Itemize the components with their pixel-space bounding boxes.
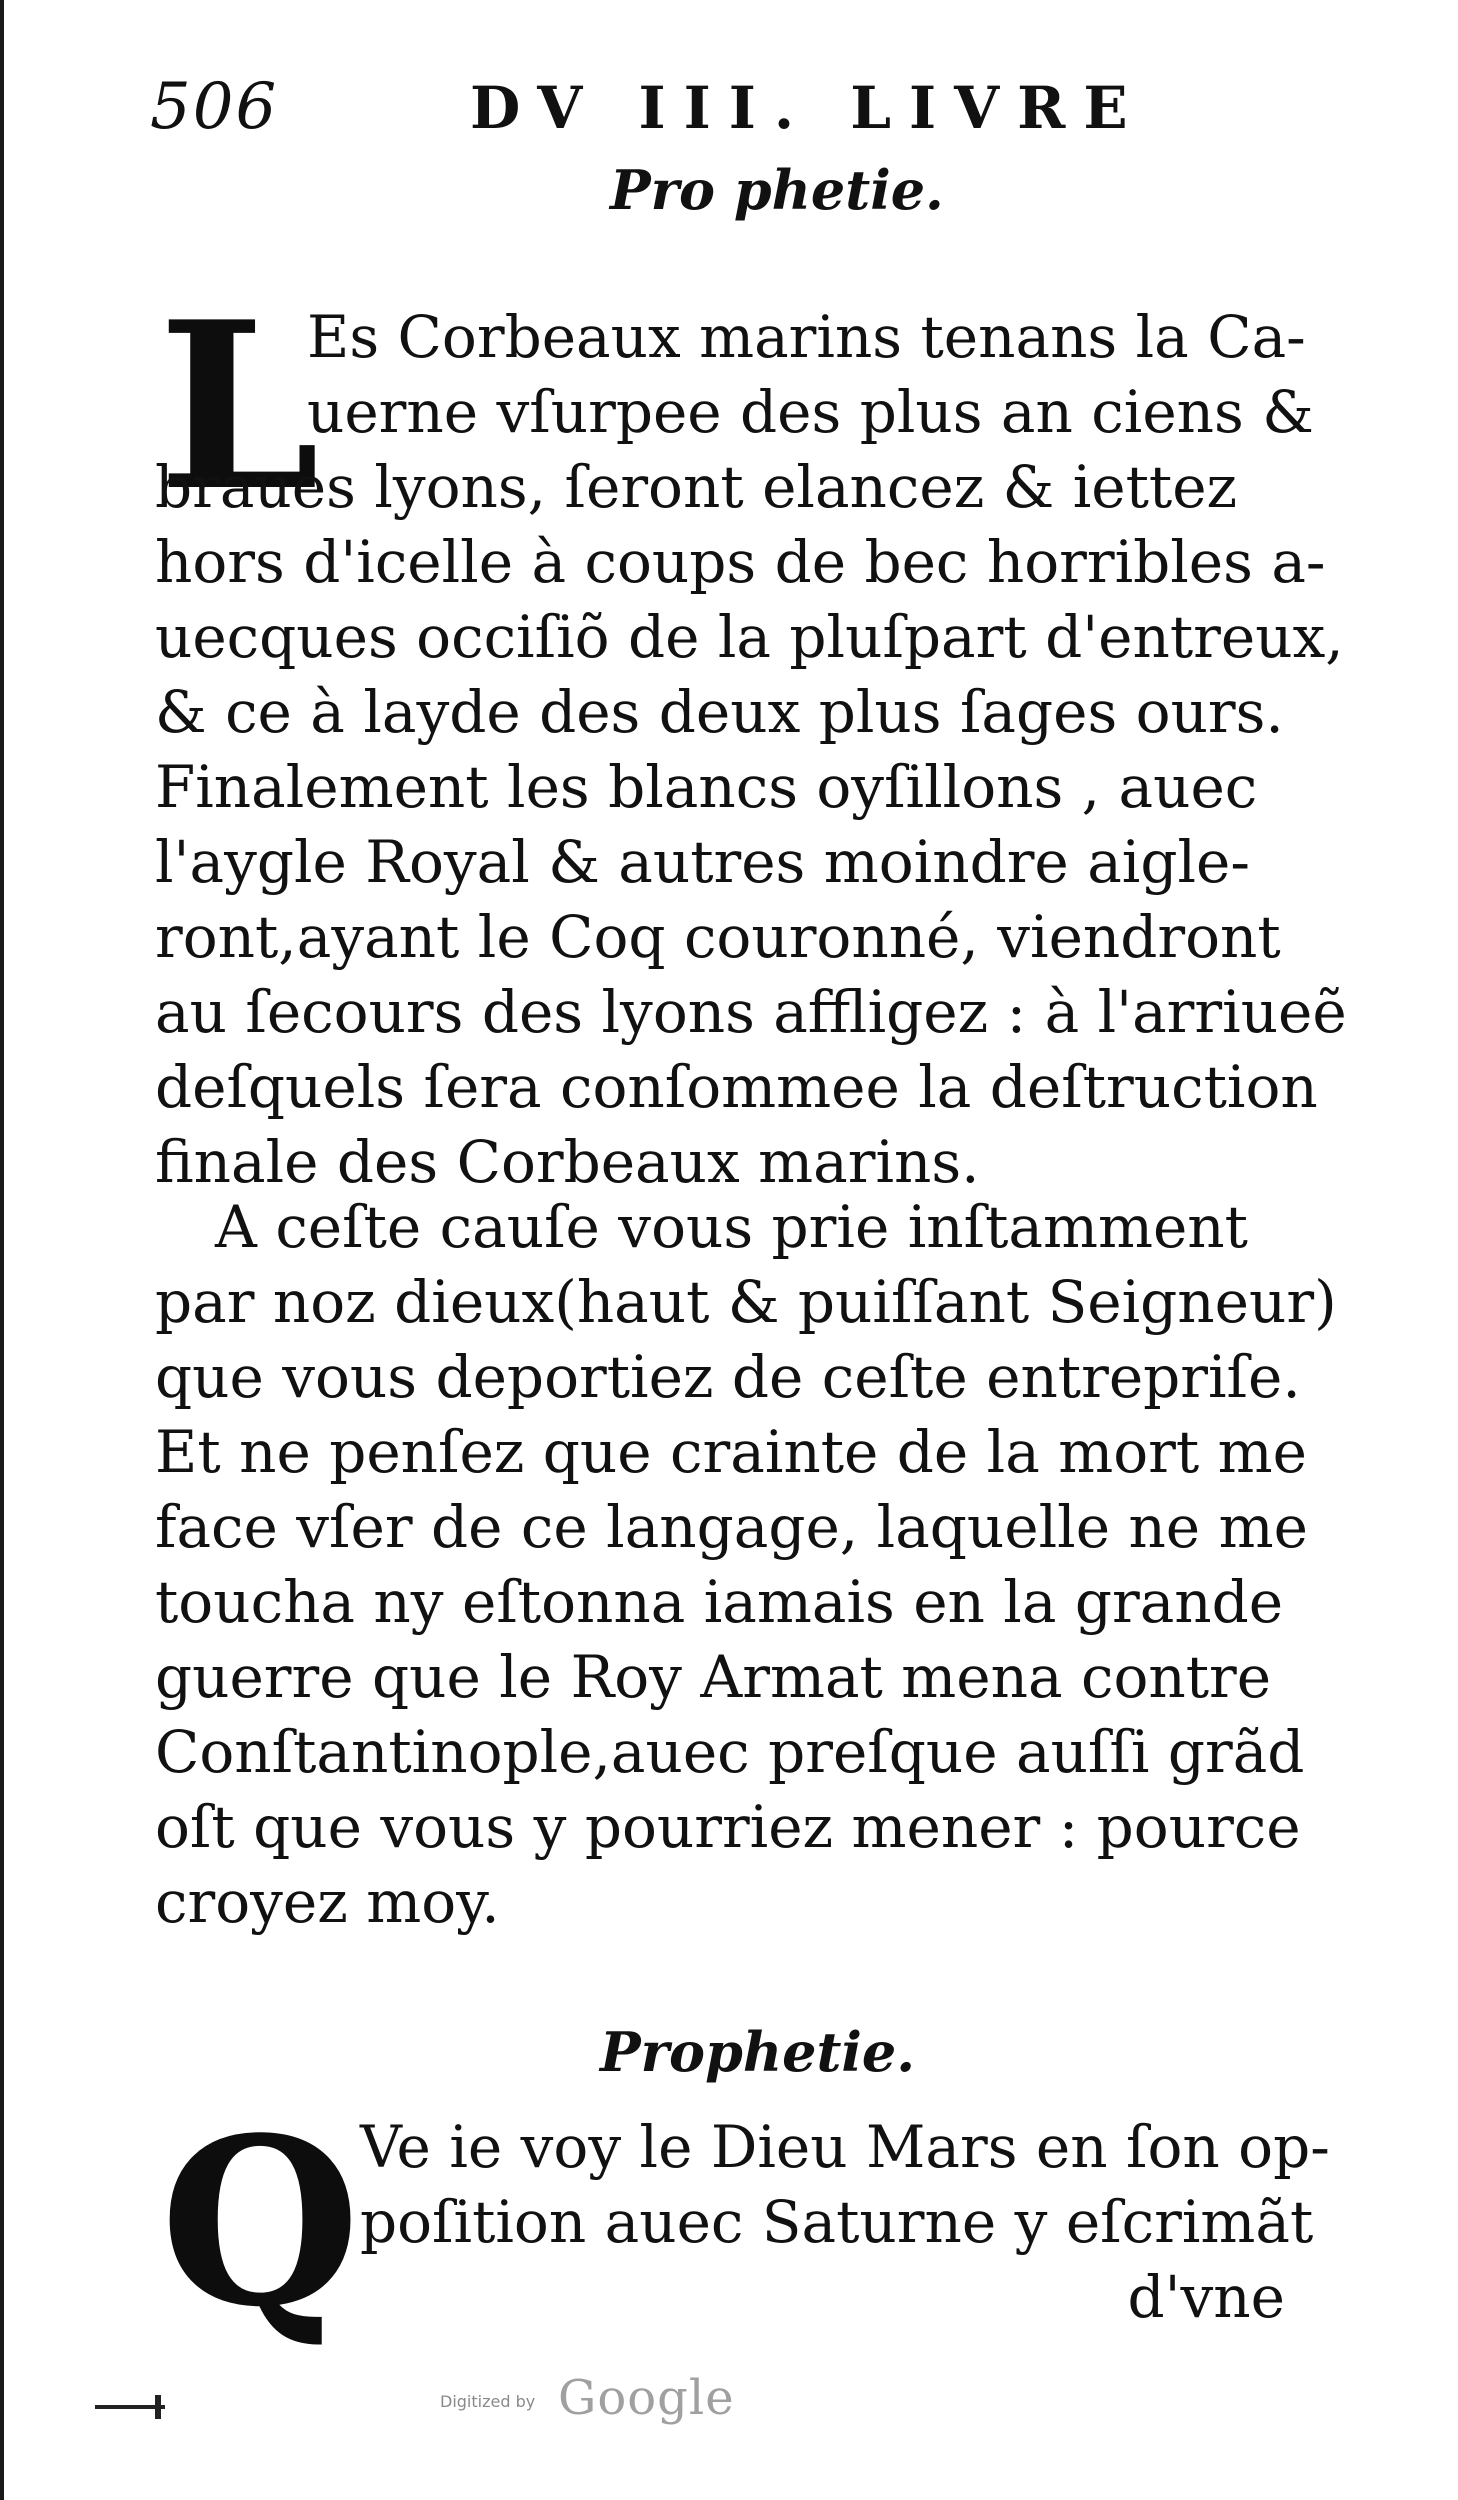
- paragraph: [155, 1190, 1337, 1940]
- text-line: Conſtantinople,auec preſque auſſi grãd: [155, 1718, 1305, 1786]
- text-line: finale des Corbeaux marins.: [155, 1128, 980, 1196]
- text-line: que vous deportiez de ceſte entrepriſe.: [155, 1343, 1301, 1411]
- text-line: Finalement les blancs oyſillons , auec: [155, 753, 1258, 821]
- drop-cap: Q: [160, 2088, 361, 2358]
- margin-mark: [155, 2395, 161, 2419]
- text-line: poſition auec Saturne y eſcrimãt: [360, 2188, 1314, 2256]
- text-line: face vſer de ce langage, laquelle ne me: [155, 1493, 1308, 1561]
- page-number: 506: [150, 70, 279, 144]
- catchword: d'vne: [1127, 2263, 1285, 2331]
- text-line: deſquels ſera conſommee la deſtruction: [155, 1053, 1318, 1121]
- text-line: hors d'icelle à coups de bec horribles a-: [155, 528, 1326, 596]
- text-line: Ve ie voy le Dieu Mars en ſon op-: [360, 2113, 1330, 2181]
- digitization-watermark: [440, 2370, 940, 2430]
- text-line: croyez moy.: [155, 1868, 500, 1936]
- text-line: & ce à layde des deux plus ſages ours.: [155, 678, 1284, 746]
- text-line: toucha ny eſtonna iamais en la grande: [155, 1568, 1284, 1636]
- page-header: [150, 70, 1150, 150]
- google-logo: Google: [558, 2370, 735, 2426]
- text-line: oſt que vous y pourriez mener : pource: [155, 1793, 1301, 1861]
- text-line: ront,ayant le Coq couronné, viendront: [155, 903, 1281, 971]
- text-line: Et ne penſez que crainte de la mort me: [155, 1418, 1307, 1486]
- text-line: Es Corbeaux marins tenans la Ca-: [307, 303, 1306, 371]
- section-title: Prophetie.: [600, 2020, 916, 2084]
- drop-cap: L: [158, 272, 320, 542]
- paragraph: [155, 300, 1347, 1200]
- text-line: uerne vſurpee des plus an ciens &: [307, 378, 1314, 446]
- text-line: par noz dieux(haut & puiſſant Seigneur): [155, 1268, 1337, 1336]
- text-line: A ceſte cauſe vous prie inſtamment: [215, 1193, 1248, 1261]
- digitized-by-label: Digitized by: [440, 2392, 536, 2411]
- page-edge: [0, 0, 4, 2500]
- section-title: Pro phetie.: [610, 158, 944, 222]
- text-line: au ſecours des lyons affligez : à l'arriueẽ: [155, 978, 1347, 1046]
- text-line: uecques occiſiõ de la pluſpart d'entreux,: [155, 603, 1344, 671]
- text-line: l'aygle Royal & autres moindre aigle-: [155, 828, 1250, 896]
- text-line: braues lyons, ſeront elancez & iettez: [155, 453, 1238, 521]
- text-line: guerre que le Roy Armat mena contre: [155, 1643, 1272, 1711]
- running-head: DV III. LIVRE: [470, 74, 1146, 142]
- paragraph: [155, 2110, 1330, 2335]
